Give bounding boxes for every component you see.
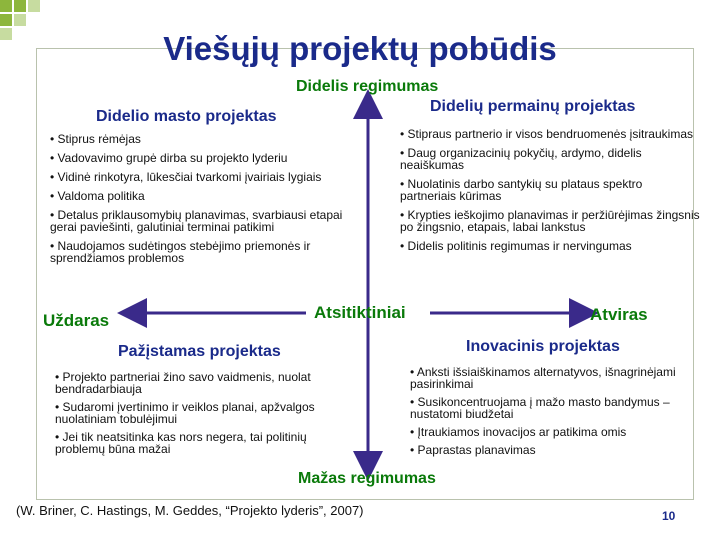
axis-label-bottom: Mažas regimumas <box>298 470 436 487</box>
list-item: • Projekto partneriai žino savo vaidmenis, nuolat bendradarbiauja <box>55 370 311 396</box>
list-item: • Didelis politinis regimumas ir nervingumas <box>400 239 632 253</box>
quadrant-list-top-right <box>400 128 700 259</box>
quadrant-heading-bottom-left: Pažįstamas projektas <box>118 343 281 360</box>
list-item: • Naudojamos sudėtingos stebėjimo priemonės ir sprendžiamos problemos <box>50 239 311 265</box>
list-item: • Detalus priklausomybių planavimas, svarbiausi etapai gerai paviešinti, galutiniai terminai patikimi <box>50 208 343 234</box>
quadrant-list-bottom-right <box>410 366 690 462</box>
list-item: • Susikoncentruojama į mažo masto bandymus – nustatomi biudžetai <box>410 395 670 421</box>
quadrant-list-top-left <box>50 133 360 271</box>
quadrant-list-bottom-left <box>55 371 355 461</box>
list-item: • Stiprus rėmėjas <box>50 132 141 146</box>
page-number: 10 <box>662 509 676 523</box>
list-item: • Jei tik neatsitinka kas nors negera, tai politinių problemų būna mažai <box>55 430 307 456</box>
list-item: • Daug organizacinių pokyčių, ardymo, didelis neaiškumas <box>400 146 642 172</box>
list-item: • Paprastas planavimas <box>410 443 536 457</box>
list-item: • Valdoma politika <box>50 189 145 203</box>
list-item: • Įtraukiamos inovacijos ar patikima omis <box>410 425 627 439</box>
axis-label-center: Atsitiktiniai <box>314 303 406 322</box>
axis-label-top: Didelis regimumas <box>296 78 439 95</box>
list-item: • Sudaromi įvertinimo ir veiklos planai, apžvalgos nuolatiniam tobulėjimui <box>55 400 315 426</box>
quadrant-heading-bottom-right: Inovacinis projektas <box>466 338 620 355</box>
slide-title: Viešųjų projektų pobūdis <box>163 30 557 67</box>
axis-label-right: Atviras <box>590 305 648 324</box>
axis-label-left: Uždaras <box>43 311 110 330</box>
list-item: • Vadovavimo grupė dirba su projekto lyderiu <box>50 151 288 165</box>
list-item: • Vidinė rinkotyra, lūkesčiai tvarkomi įvairiais lygiais <box>50 170 322 184</box>
list-item: • Krypties ieškojimo planavimas ir peržiūrėjimas žingsnis po žingsnio, etapais, labai lankstus <box>400 208 700 234</box>
list-item: • Nuolatinis darbo santykių su plataus spektro partneriais kūrimas <box>400 177 643 203</box>
list-item: • Anksti išsiaiškinamos alternatyvos, išnagrinėjami pasirinkimai <box>410 365 676 391</box>
quadrant-heading-top-left: Didelio masto projektas <box>96 108 277 125</box>
list-item: • Stipraus partnerio ir visos bendruomenės įsitraukimas <box>400 127 693 141</box>
citation: (W. Briner, C. Hastings, M. Geddes, “Projekto lyderis”, 2007) <box>16 503 364 518</box>
quadrant-heading-top-right: Didelių permainų projektas <box>430 98 636 115</box>
